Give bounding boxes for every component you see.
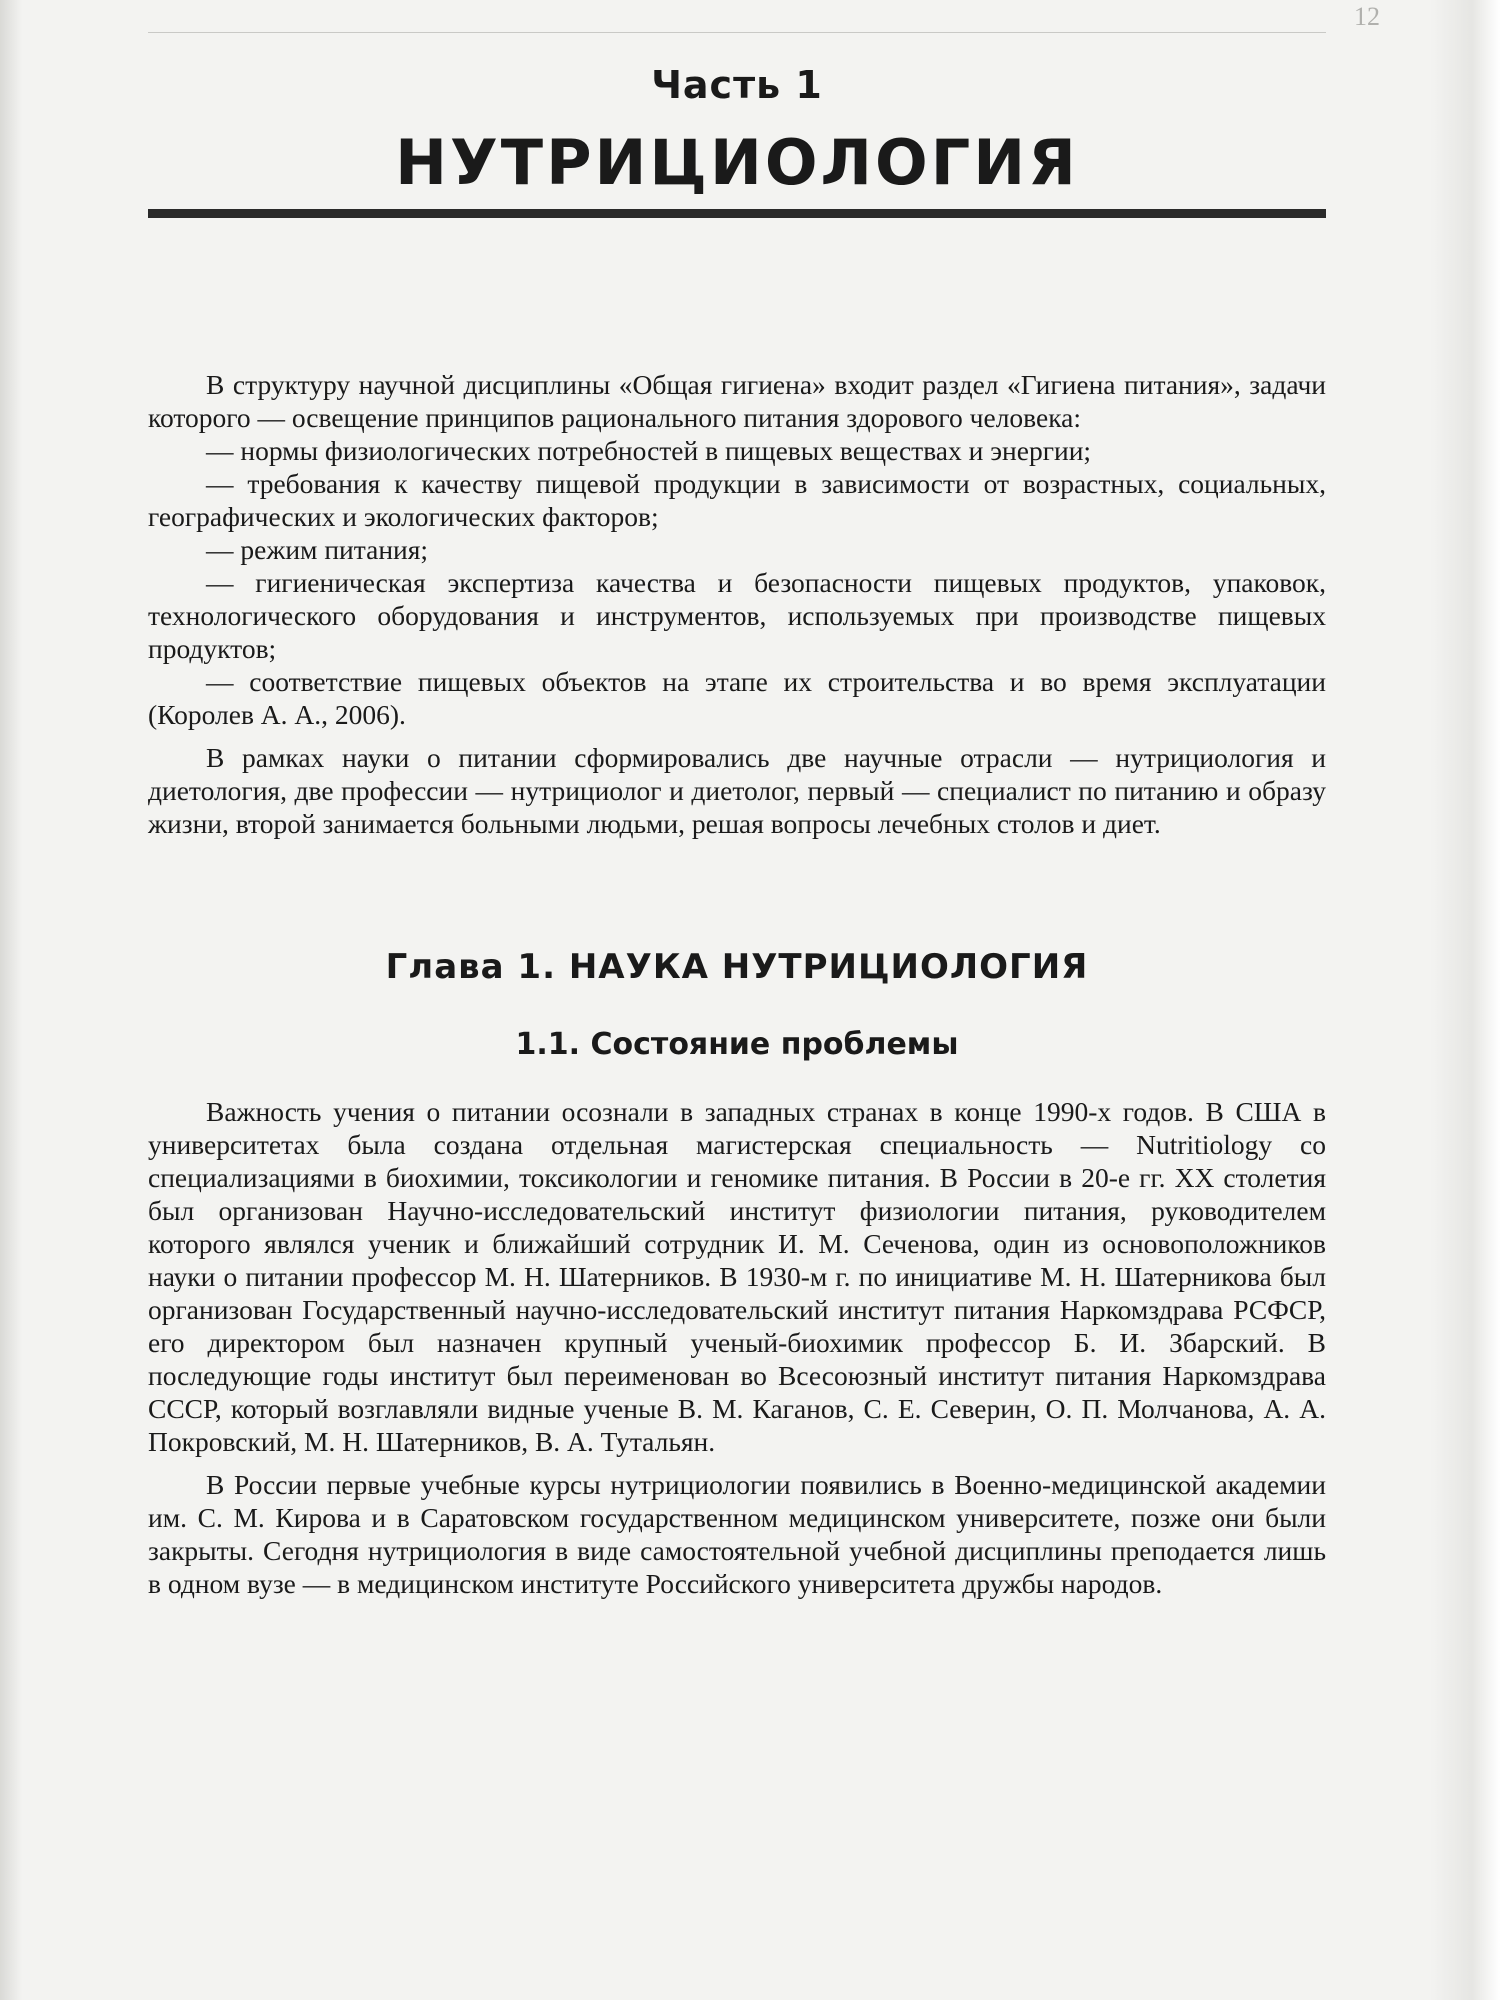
scan-edge-left: [0, 0, 22, 2000]
part-label: Часть 1: [651, 63, 823, 107]
intro-list-item: — соответствие пищевых объектов на этапе их строительства и во время эксплуатации (Королев А. А., 2006).: [148, 666, 1326, 730]
part-title: НУТРИЦИОЛОГИЯ: [395, 126, 1079, 199]
page-content: [148, 55, 1326, 1600]
part-title-rule: [148, 209, 1326, 218]
section-title: 1.1. Состояние проблемы: [515, 1027, 959, 1062]
intro-list-item: — требования к качеству пищевой продукции в зависимости от возрастных, социальных, географических и экологических факторов;: [148, 468, 1326, 532]
chapter-title: Глава 1. НАУКА НУТРИЦИОЛОГИЯ: [385, 947, 1089, 987]
intro-paragraph: В структуру научной дисциплины «Общая гигиена» входит раздел «Гигиена питания», задачи которого — освещение принципов рационального питания здорового человека:: [148, 369, 1326, 433]
intro-closing-paragraph: В рамках науки о питании сформировались две научные отрасли — нутрициология и диетология, две профессии — нутрициолог и диетолог, первый — специалист по питанию и образу жизни, второй занимается больными людьми, решая вопросы лечебных столов и диет.: [148, 742, 1326, 839]
running-header-bleed: [148, 2, 1326, 33]
section-paragraph: В России первые учебные курсы нутрициологии появились в Военно-медицинской академии им. С. М. Кирова и в Саратовском государственном медицинском университете, позже они были закрыты. Сегодня нутрициология в виде самостоятельной учебной дисциплины преподается лишь в одном вузе — в медицинском институте Российского университета дружбы народов.: [148, 1469, 1326, 1599]
scan-edge-right: [1430, 0, 1500, 2000]
section-paragraph: Важность учения о питании осознали в западных странах в конце 1990-х годов. В США в университетах была создана отдельная магистерская специальность — Nutritiology со специализациями в биохимии, токсикологии и геномике питания. В России в 20-е гг. XX столетия был организован Научно-исследовательский институт физиологии питания, руководителем которого являлся ученик и ближайший сотрудник И. М. Сеченова, один из основоположников науки о питании профессор М. Н. Шатерников. В 1930-м г. по инициативе М. Н. Шатерникова был организован Государственный научно-исследовательский институт питания Наркомздрава РСФСР, его директором был назначен крупный ученый-биохимик профессор Б. И. Збарский. В последующие годы институт был переименован во Всесоюзный институт питания Наркомздрава СССР, который возглавляли видные ученые В. М. Каганов, С. Е. Северин, О. П. Молчанова, А. А. Покровский, М. Н. Шатерников, В. А. Тутальян.: [148, 1096, 1326, 1457]
intro-list-item: — режим питания;: [206, 534, 429, 565]
page-number: 12: [1354, 2, 1380, 31]
intro-list-item: — нормы физиологических потребностей в пищевых веществах и энергии;: [206, 435, 1092, 466]
intro-list-item: — гигиеническая экспертиза качества и безопасности пищевых продуктов, упаковок, технологического оборудования и инструментов, используемых при производстве пищевых продуктов;: [148, 567, 1326, 664]
